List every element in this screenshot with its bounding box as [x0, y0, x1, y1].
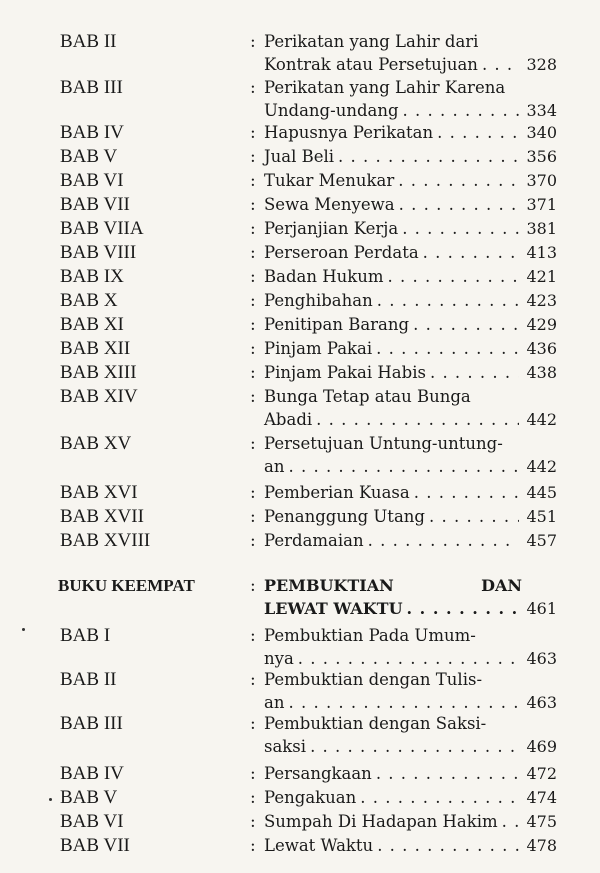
page-number: 436	[526, 339, 557, 358]
dot-leader	[502, 810, 519, 833]
page-number: 370	[526, 171, 557, 190]
chapter-title-line	[264, 810, 522, 833]
chapter-title-text: Penghibahan	[264, 291, 373, 310]
page-number: 472	[526, 764, 557, 783]
dot-leader	[377, 834, 519, 857]
chapter-number: BAB VII	[60, 835, 130, 856]
page-number: 340	[526, 123, 557, 142]
chapter-title-line: Pembuktian dengan Saksi-	[264, 714, 487, 733]
dot-leader	[388, 265, 519, 288]
colon-separator: :	[250, 195, 256, 215]
colon-separator: :	[250, 483, 256, 503]
colon-separator: :	[250, 243, 256, 263]
dot-leader	[288, 691, 519, 714]
page-number: 463	[526, 649, 557, 668]
page-number: 413	[526, 243, 557, 262]
page-number: 457	[526, 531, 557, 550]
chapter-number: BAB IV	[60, 763, 124, 784]
dot-leader	[403, 99, 519, 122]
chapter-title-text: Tukar Menukar	[264, 171, 395, 190]
chapter-title-text: Sumpah Di Hadapan Hakim	[264, 812, 498, 831]
chapter-title-line	[264, 762, 522, 785]
chapter-title-line	[264, 193, 522, 216]
page-number: 442	[526, 410, 557, 429]
chapter-title-text: Badan Hukum	[264, 267, 384, 286]
colon-separator: :	[250, 836, 256, 856]
heading-word: DAN	[481, 576, 522, 595]
page-number: 381	[526, 219, 557, 238]
chapter-number: BAB VIII	[60, 242, 137, 263]
scan-speck	[22, 628, 25, 631]
chapter-number: BAB XVIII	[60, 530, 151, 551]
chapter-number: BAB XIV	[60, 386, 138, 407]
chapter-number: BAB VII	[60, 194, 130, 215]
chapter-title-line: Perikatan yang Lahir dari	[264, 32, 479, 51]
chapter-title-text: Jual Beli	[264, 147, 335, 166]
chapter-number: BAB XIII	[60, 362, 137, 383]
colon-separator: :	[250, 339, 256, 359]
page-number: 469	[526, 737, 557, 756]
colon-separator: :	[250, 714, 256, 734]
chapter-title-text: saksi	[264, 737, 307, 756]
colon-separator: :	[250, 626, 256, 646]
chapter-title-text: Undang-undang	[264, 101, 399, 120]
chapter-title-text: Pemberian Kuasa	[264, 483, 410, 502]
chapter-number: BAB II	[60, 31, 117, 52]
chapter-title-line	[264, 241, 522, 264]
page-number: 474	[526, 788, 557, 807]
chapter-title-line	[264, 169, 522, 192]
colon-separator: :	[250, 788, 256, 808]
chapter-title-line	[264, 691, 522, 714]
chapter-number: BAB V	[60, 146, 118, 167]
page-number: 421	[526, 267, 557, 286]
chapter-title-line	[264, 574, 522, 597]
chapter-number: BAB IV	[60, 122, 124, 143]
chapter-title-line	[264, 481, 522, 504]
dot-leader	[482, 53, 519, 76]
chapter-title-text: LEWAT WAKTU	[264, 599, 403, 618]
scan-speck	[49, 798, 52, 801]
chapter-title-text: Persangkaan	[264, 764, 372, 783]
chapter-number: BAB I	[60, 625, 111, 646]
chapter-title-line	[264, 597, 522, 620]
colon-separator: :	[250, 764, 256, 784]
chapter-title-line	[264, 455, 522, 478]
colon-separator: :	[250, 576, 256, 596]
page-number: 371	[526, 195, 557, 214]
chapter-title-line: Perikatan yang Lahir Karena	[264, 78, 506, 97]
dot-leader	[437, 121, 519, 144]
chapter-title-line	[264, 289, 522, 312]
dot-leader	[360, 786, 519, 809]
chapter-title-text: Perseroan Perdata	[264, 243, 419, 262]
page-number: 429	[526, 315, 557, 334]
colon-separator: :	[250, 147, 256, 167]
chapter-number: BAB V	[60, 787, 118, 808]
part-label: BUKU KEEMPAT	[58, 576, 195, 595]
chapter-number: BAB VI	[60, 170, 124, 191]
page-number: 461	[526, 599, 557, 618]
chapter-title-line	[264, 786, 522, 809]
chapter-title-line	[264, 99, 522, 122]
chapter-title-text: nya	[264, 649, 294, 668]
chapter-title-text: Pinjam Pakai Habis	[264, 363, 426, 382]
dot-leader	[376, 337, 519, 360]
colon-separator: :	[250, 267, 256, 287]
chapter-title-text: Kontrak atau Persetujuan	[264, 55, 478, 74]
chapter-title-line	[264, 505, 522, 528]
colon-separator: :	[250, 78, 256, 98]
chapter-title-text: Hapusnya Perikatan	[264, 123, 434, 142]
chapter-title-line: Bunga Tetap atau Bunga	[264, 387, 471, 406]
chapter-number: BAB VI	[60, 811, 124, 832]
chapter-title-line	[264, 121, 522, 144]
colon-separator: :	[250, 291, 256, 311]
chapter-title-line	[264, 53, 522, 76]
chapter-number: BAB XVII	[60, 506, 144, 527]
chapter-title-text: Perdamaian	[264, 531, 364, 550]
chapter-title-line: Pembuktian Pada Umum-	[264, 626, 476, 645]
chapter-title-line	[264, 735, 522, 758]
chapter-title-line	[264, 834, 522, 857]
page-number: 451	[526, 507, 557, 526]
chapter-title-text: Pinjam Pakai	[264, 339, 373, 358]
dot-leader	[338, 145, 519, 168]
chapter-number: BAB XI	[60, 314, 124, 335]
dot-leader	[376, 762, 519, 785]
chapter-title-text: Perjanjian Kerja	[264, 219, 399, 238]
colon-separator: :	[250, 315, 256, 335]
chapter-title-line	[264, 145, 522, 168]
page-number: 438	[526, 363, 557, 382]
chapter-title-text: Penanggung Utang	[264, 507, 425, 526]
chapter-number: BAB III	[60, 77, 123, 98]
chapter-number: BAB VIIA	[60, 218, 144, 239]
heading-word: PEMBUKTIAN	[264, 576, 394, 595]
page-number: 356	[526, 147, 557, 166]
chapter-number: BAB III	[60, 713, 123, 734]
page-number: 475	[526, 812, 557, 831]
page-number: 445	[526, 483, 557, 502]
chapter-number: BAB XV	[60, 433, 132, 454]
chapter-title-line	[264, 361, 522, 384]
chapter-number: BAB XVI	[60, 482, 138, 503]
dot-leader	[316, 408, 519, 431]
dot-leader	[368, 529, 519, 552]
dot-leader	[430, 361, 519, 384]
chapter-title-line	[264, 408, 522, 431]
colon-separator: :	[250, 32, 256, 52]
colon-separator: :	[250, 531, 256, 551]
dot-leader	[310, 735, 519, 758]
dot-leader	[407, 597, 519, 620]
chapter-title-text: Abadi	[264, 410, 313, 429]
page-number: 334	[526, 101, 557, 120]
dot-leader	[399, 193, 519, 216]
chapter-title-line: Persetujuan Untung-untung-	[264, 434, 503, 453]
dot-leader	[423, 241, 519, 264]
page-number: 423	[526, 291, 557, 310]
dot-leader	[377, 289, 519, 312]
colon-separator: :	[250, 123, 256, 143]
chapter-number: BAB II	[60, 669, 117, 690]
colon-separator: :	[250, 670, 256, 690]
chapter-title-text: an	[264, 457, 285, 476]
chapter-title-text: Lewat Waktu	[264, 836, 374, 855]
chapter-number: BAB XII	[60, 338, 131, 359]
chapter-title-line	[264, 529, 522, 552]
colon-separator: :	[250, 171, 256, 191]
chapter-number: BAB IX	[60, 266, 124, 287]
page-number: 463	[526, 693, 557, 712]
colon-separator: :	[250, 507, 256, 527]
chapter-number: BAB X	[60, 290, 118, 311]
dot-leader	[414, 481, 519, 504]
colon-separator: :	[250, 219, 256, 239]
page-number: 328	[526, 55, 557, 74]
chapter-title-line: Pembuktian dengan Tulis-	[264, 670, 483, 689]
dot-leader	[288, 455, 519, 478]
chapter-title-text: Penitipan Barang	[264, 315, 410, 334]
colon-separator: :	[250, 387, 256, 407]
chapter-title-text: Sewa Menyewa	[264, 195, 395, 214]
dot-leader	[429, 505, 519, 528]
page-number: 478	[526, 836, 557, 855]
chapter-title-line	[264, 217, 522, 240]
colon-separator: :	[250, 363, 256, 383]
chapter-title-text: an	[264, 693, 285, 712]
colon-separator: :	[250, 812, 256, 832]
dot-leader	[298, 647, 519, 670]
chapter-title-line	[264, 265, 522, 288]
dot-leader	[402, 217, 519, 240]
chapter-title-line	[264, 647, 522, 670]
dot-leader	[398, 169, 519, 192]
dot-leader	[413, 313, 519, 336]
chapter-title-line	[264, 313, 522, 336]
page-number: 442	[526, 457, 557, 476]
colon-separator: :	[250, 434, 256, 454]
chapter-title-line	[264, 337, 522, 360]
chapter-title-text: Pengakuan	[264, 788, 357, 807]
